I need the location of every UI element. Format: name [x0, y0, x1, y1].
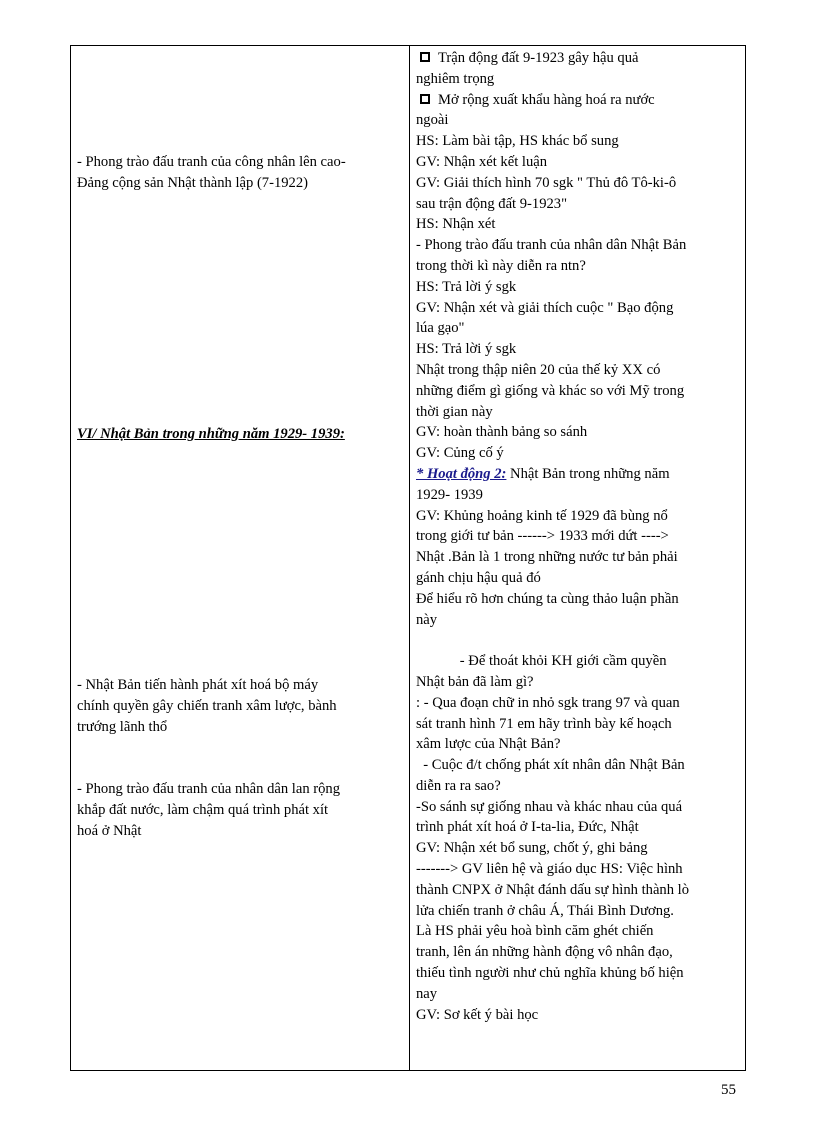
- text-line: - Phong trào đấu tranh của nhân dân Nhật Bản: [416, 237, 687, 254]
- text-line: sát tranh hình 71 em hãy trình bày kế hoạch: [416, 715, 672, 732]
- section-heading: VI/ Nhật Bản trong những năm 1929- 1939:: [77, 426, 345, 442]
- text-line: Nhật trong thập niên 20 của thế kỷ XX có: [416, 361, 661, 378]
- activity-title: Nhật Bản trong những năm: [506, 465, 670, 482]
- column-divider: [409, 46, 410, 1070]
- text-line: -So sánh sự giống nhau và khác nhau của quá: [416, 798, 683, 815]
- text-line: nghiêm trọng: [416, 70, 495, 87]
- text-line: thành CNPX ở Nhật đánh dấu sự hình thành lò: [416, 881, 690, 898]
- text-line: Là HS phải yêu hoà bình căm ghét chiến: [416, 923, 654, 940]
- bullet-line: Mở rộng xuất khẩu hàng hoá ra nước: [416, 90, 741, 111]
- checkbox-bullet-icon: [420, 52, 430, 62]
- text-line: GV: Nhận xét và giải thích cuộc " Bạo động: [416, 299, 674, 316]
- text-line: trong giới tư bản ------> 1933 mới dứt ---->: [416, 528, 669, 545]
- text-line: xâm lược của Nhật Bản?: [416, 736, 561, 753]
- text-line: - Nhật Bản tiến hành phát xít hoá bộ máy: [77, 677, 319, 693]
- page-number: 55: [721, 1082, 736, 1098]
- text-line: - Để thoát khỏi KH giới cầm quyền: [416, 653, 667, 670]
- text-line: lúa gạo": [416, 320, 465, 337]
- lesson-table: [70, 45, 746, 1071]
- text-line: GV: Sơ kết ý bài học: [416, 1006, 539, 1023]
- text-line: GV: hoàn thành bảng so sánh: [416, 424, 588, 441]
- fascism-point: [77, 675, 337, 737]
- text-line: tranh, lên án những hành động vô nhân đạo,: [416, 944, 673, 961]
- bullet-line: Trận động đất 9-1923 gây hậu quả: [416, 48, 741, 69]
- text-line: trong thời kì này diễn ra ntn?: [416, 257, 586, 274]
- text-line: GV: Khủng hoảng kinh tế 1929 đã bùng nổ: [416, 507, 668, 524]
- text-line: nay: [416, 985, 438, 1002]
- people-struggle-point: [77, 779, 340, 841]
- text-line: HS: Trả lời ý sgk: [416, 278, 517, 295]
- text-line: lửa chiến tranh ở châu Á, Thái Bình Dương.: [416, 902, 674, 919]
- text-line: - Cuộc đ/t chống phát xít nhân dân Nhật Bản: [416, 757, 685, 774]
- text-line: gánh chịu hậu quả đó: [416, 569, 541, 586]
- text-line: HS: Làm bài tập, HS khác bổ sung: [416, 133, 619, 150]
- text-line: hoá ở Nhật: [77, 822, 142, 839]
- text-line: Nhật bản đã làm gì?: [416, 673, 534, 690]
- text-line: Đảng cộng sản Nhật thành lập (7-1922): [77, 174, 309, 191]
- text-line: GV: Nhận xét kết luận: [416, 153, 548, 170]
- text-line: thời gian này: [416, 403, 493, 420]
- text-line: GV: Giải thích hình 70 sgk " Thủ đô Tô-ki-ô: [416, 174, 677, 191]
- text-line: : - Qua đoạn chữ in nhỏ sgk trang 97 và quan: [416, 694, 680, 711]
- checkbox-bullet-icon: [420, 94, 430, 104]
- text-line: thiếu tình người như chủ nghĩa khủng bố hiện: [416, 965, 684, 982]
- text-line: khắp đất nước, làm chậm quá trình phát xít: [77, 801, 329, 818]
- text-line: 1929- 1939: [416, 486, 483, 503]
- text-line: này: [416, 611, 438, 628]
- activity-label: * Hoạt động 2:: [416, 465, 507, 482]
- text-line: sau trận động đất 9-1923": [416, 195, 568, 212]
- text-line: Nhật .Bản là 1 trong những nước tư bản phải: [416, 549, 678, 566]
- text-line: HS: Nhận xét: [416, 216, 496, 233]
- text-line: chính quyền gây chiến tranh xâm lược, bành: [77, 697, 337, 714]
- text-line: - Phong trào đấu tranh của nhân dân lan rộng: [77, 781, 341, 797]
- text-line: diễn ra ra sao?: [416, 777, 501, 794]
- text-line: trình phát xít hoá ở I-ta-lia, Đức, Nhật: [416, 819, 639, 836]
- text-line: Để hiểu rõ hơn chúng ta cùng thảo luận phần: [416, 590, 679, 607]
- blank-line: [416, 630, 741, 651]
- text-line: trướng lãnh thổ: [77, 718, 168, 735]
- text-line: - Phong trào đấu tranh của công nhân lên cao-: [77, 154, 346, 170]
- text-line: những điểm gì giống và khác so với Mỹ trong: [416, 382, 685, 399]
- activity-heading: [416, 464, 741, 485]
- right-column: [416, 48, 741, 1025]
- text-line: HS: Trả lời ý sgk: [416, 341, 517, 358]
- text-line: ngoài: [416, 112, 449, 129]
- text-line: GV: Nhận xét bổ sung, chốt ý, ghi bảng: [416, 840, 648, 857]
- text-line: -------> GV liên hệ và giáo dục HS: Việc hình: [416, 861, 683, 878]
- text-line: GV: Củng cố ý: [416, 445, 504, 462]
- workers-movement-point: [77, 152, 346, 194]
